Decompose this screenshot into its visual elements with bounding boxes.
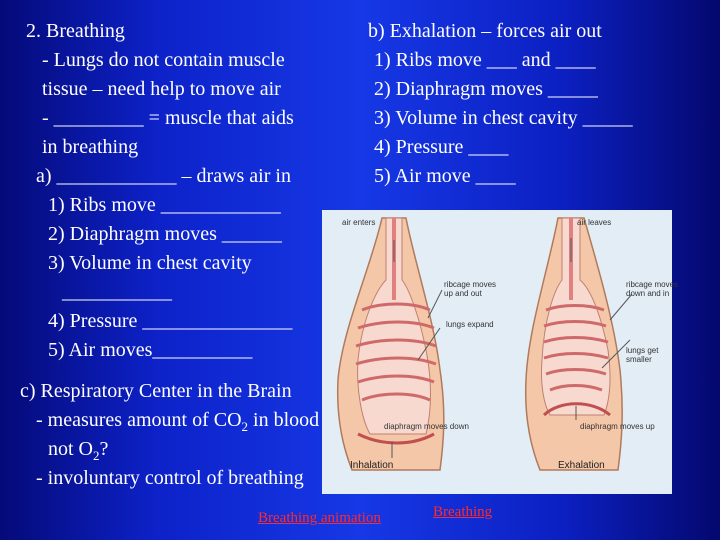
left-line-7: 2) Diaphragm moves ______ [48, 223, 282, 245]
label-ribcage-up: ribcage moves up and out [444, 280, 497, 298]
right-line-1: 1) Ribs move ___ and ____ [374, 49, 596, 71]
breathing-animation-link[interactable]: Breathing animation [258, 510, 381, 526]
left-line-2: tissue – need help to move air [42, 78, 281, 100]
right-line-5: 5) Air move ____ [374, 165, 516, 187]
label-ribcage-down: ribcage moves down and in [626, 280, 679, 298]
o2-line: not $O_2$? [48, 438, 109, 463]
label-diaphragm-up: diaphragm moves up [580, 422, 655, 431]
breathing-diagram-art [322, 210, 672, 494]
right-line-2: 2) Diaphragm moves _____ [374, 78, 598, 100]
left-line-1: - Lungs do not contain muscle [42, 49, 285, 71]
involuntary-line: - involuntary control of breathing [36, 467, 304, 489]
right-line-3: 3) Volume in chest cavity _____ [374, 107, 633, 129]
left-line-9: ___________ [62, 281, 172, 303]
label-lungs-expand: lungs expand [446, 320, 494, 329]
exhalation-caption: Exhalation [558, 460, 605, 471]
breathing-heading: 2. Breathing [26, 20, 125, 42]
left-line-3: - _________ = muscle that aids [42, 107, 294, 129]
label-air-leaves: air leaves [577, 218, 612, 227]
left-line-5: a) ____________ – draws air in [36, 165, 291, 187]
breathing-diagram [322, 210, 679, 494]
breathing-link[interactable]: Breathing [433, 504, 493, 520]
left-line-6: 1) Ribs move ____________ [48, 194, 281, 216]
co2-line: - measures amount of $CO_2$ in blood [36, 409, 320, 434]
exhalation-heading: b) Exhalation – forces air out [368, 20, 602, 42]
label-diaphragm-down: diaphragm moves down [384, 422, 469, 431]
label-air-enters: air enters [342, 218, 376, 227]
exhalation-torso [526, 218, 622, 470]
label-lungs-smaller: lungs get smaller [626, 346, 659, 364]
right-line-4: 4) Pressure ____ [374, 136, 509, 158]
inhalation-caption: Inhalation [350, 460, 394, 471]
left-line-10: 4) Pressure _______________ [48, 310, 293, 332]
respiratory-center-heading: c) Respiratory Center in the Brain [20, 380, 292, 402]
inhalation-torso [338, 218, 444, 470]
left-line-11: 5) Air moves__________ [48, 339, 253, 361]
left-line-4: in breathing [42, 136, 139, 158]
left-line-8: 3) Volume in chest cavity [48, 252, 252, 274]
